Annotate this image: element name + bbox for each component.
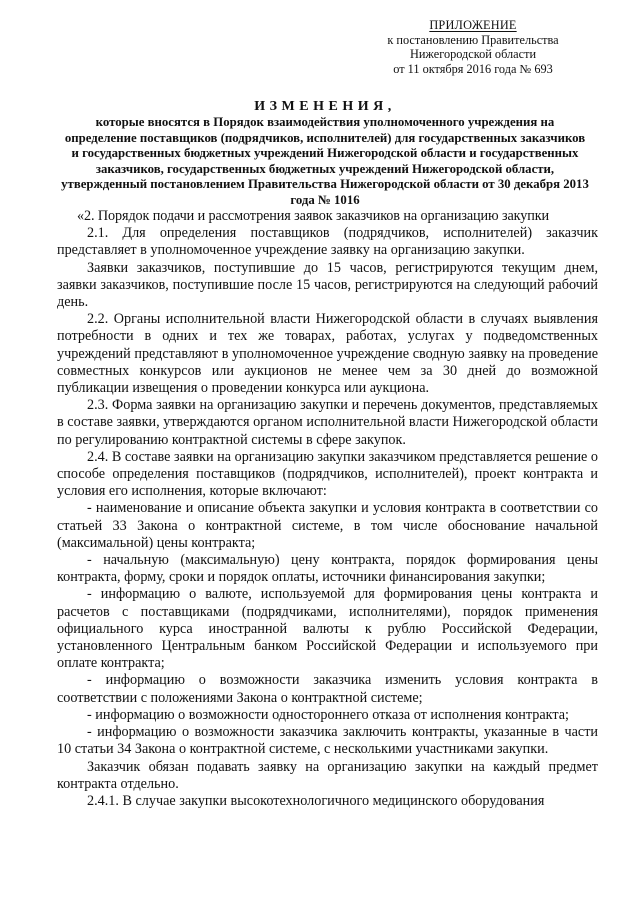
paragraph-2-4-1: 2.4.1. В случае закупки высокотехнологичного медицинского оборудования — [87, 792, 545, 809]
list-item-multiple-contracts: - информацию о возможности заказчика заключить контракты, указанные в части 10 статьи 34 Закона о контрактной системе, с несколькими участниками закупки. — [57, 724, 598, 758]
paragraph-2-2: 2.2. Органы исполнительной власти Нижегородской области в случаях выявления потребности в одних и тех же товарах, работах, услугах у подведомственных учреждений представляют в уполномоченное учреждение сводную заявку на проведение совместных конкурсов или аукционов не менее чем за 30 дней до возможной публикации извещения о проведении конкурса или аукциона. — [57, 311, 598, 397]
list-item-initial-price: - начальную (максимальную) цену контракта, порядок формирования цены контракта, форму, сроки и порядок оплаты, источники финансирования закупки; — [57, 552, 598, 586]
appendix-title: ПРИЛОЖЕНИЕ — [429, 18, 517, 32]
paragraph-2-3: 2.3. Форма заявки на организацию закупки и перечень документов, представляемых в составе заявки, утверждаются органом исполнительной власти Нижегородской области по регулированию контрактной системы в сфере закупок. — [57, 397, 598, 448]
list-item-unilateral-refusal: - информацию о возможности одностороннего отказа от исполнения контракта; — [87, 706, 569, 723]
paragraph-2-1: 2.1. Для определения поставщиков (подрядчиков, исполнителей) заказчик представляет в уполномоченное учреждение заявку на организацию закупки. — [57, 225, 598, 259]
paragraph-registration: Заявки заказчиков, поступившие до 15 часов, регистрируются текущим днем, заявки заказчиков, поступившие после 15 часов, регистрируются на следующий рабочий день. — [57, 259, 598, 311]
heading-title: ИЗМЕНЕНИЯ, — [254, 99, 396, 114]
document-body — [57, 208, 598, 810]
list-item-object-description: - наименование и описание объекта закупки и условия контракта в соответствии со статьей 33 Закона о контрактной системе, в том числе обоснование начальной (максимальной) цены контракта; — [57, 500, 598, 551]
appendix-line-1: к постановлению Правительства — [387, 32, 559, 47]
section-title: «2. Порядок подачи и рассмотрения заявок заказчиков на организацию закупки — [77, 208, 550, 224]
appendix-line-2: Нижегородской области — [409, 47, 537, 61]
document-heading — [60, 98, 590, 209]
list-item-change-conditions: - информацию о возможности заказчика изменить условия контракта в соответствии с положениями Закона о контрактной системе; — [57, 672, 598, 706]
appendix-line-3: от 11 октября 2016 года № 693 — [393, 61, 553, 76]
heading-subtitle: которые вносятся в Порядок взаимодействия уполномоченного учреждения на определение поставщиков (подрядчиков, исполнителей) для государственных заказчиков и государственных бюджетных учреждений Нижегородской области и государственных заказчиков, государственных бюджетных учреждений Нижегородской области, утвержденный постановлением Правительства Нижегородской области от 30 декабря 2013 года № 1016 — [61, 115, 589, 207]
list-item-currency: - информацию о валюте, используемой для формирования цены контракта и расчетов с поставщиками (подрядчиками, исполнителями), порядок применения официального курса иностранной валюты к рублю Российской Федерации, установленного Центральным банком Российской Федерации и используемого при оплате контракта; — [57, 586, 598, 672]
paragraph-separate-application: Заказчик обязан подавать заявку на организацию закупки на каждый предмет контракта отдельно. — [57, 758, 598, 792]
appendix-block — [368, 18, 578, 76]
paragraph-2-4: 2.4. В составе заявки на организацию закупки заказчиком представляется решение о способе определения поставщиков (подрядчиков, исполнителей), проект контракта и условия его исполнения, которые включают: — [57, 448, 598, 500]
